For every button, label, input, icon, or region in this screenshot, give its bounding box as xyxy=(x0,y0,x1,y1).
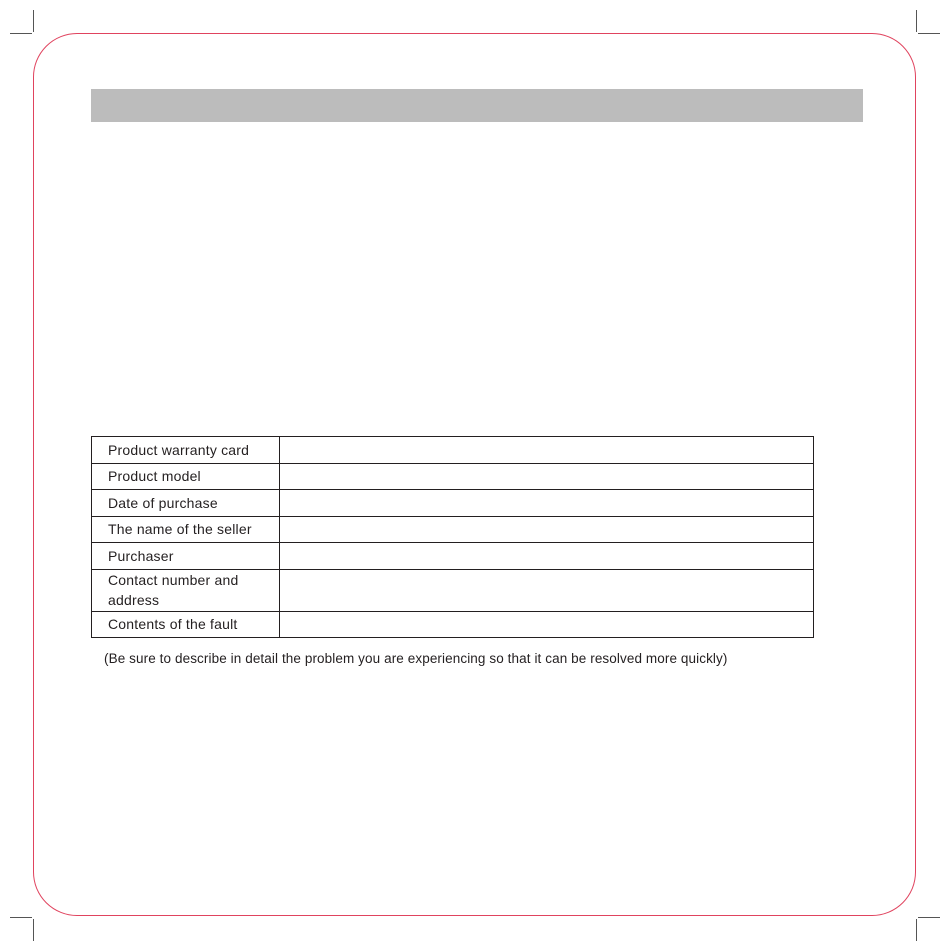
row-label: Purchaser xyxy=(92,543,280,570)
crop-mark xyxy=(10,33,32,34)
instruction-note: (Be sure to describe in detail the problem you are experiencing so that it can be resolved more quickly) xyxy=(104,651,728,666)
header-bar xyxy=(91,89,863,122)
row-label: Date of purchase xyxy=(92,490,280,517)
table-row xyxy=(92,437,814,464)
row-label: The name of the seller xyxy=(92,516,280,543)
row-value-field[interactable] xyxy=(280,437,814,464)
row-value-field[interactable] xyxy=(280,611,814,638)
crop-mark xyxy=(916,10,917,32)
row-label: Product warranty card xyxy=(92,437,280,464)
row-value-field[interactable] xyxy=(280,569,814,611)
crop-mark xyxy=(33,919,34,941)
table-row xyxy=(92,516,814,543)
crop-mark xyxy=(918,917,940,918)
crop-mark xyxy=(918,33,940,34)
crop-mark xyxy=(33,10,34,32)
row-value-field[interactable] xyxy=(280,490,814,517)
table-row xyxy=(92,569,814,611)
row-label: Product model xyxy=(92,463,280,490)
crop-mark xyxy=(10,917,32,918)
row-label: Contents of the fault xyxy=(92,611,280,638)
row-value-field[interactable] xyxy=(280,516,814,543)
table-row xyxy=(92,463,814,490)
table-row xyxy=(92,611,814,638)
table-row xyxy=(92,543,814,570)
row-value-field[interactable] xyxy=(280,463,814,490)
row-label: Contact number and address xyxy=(92,569,280,611)
warranty-form-table xyxy=(91,436,814,638)
row-value-field[interactable] xyxy=(280,543,814,570)
table-row xyxy=(92,490,814,517)
crop-mark xyxy=(916,919,917,941)
